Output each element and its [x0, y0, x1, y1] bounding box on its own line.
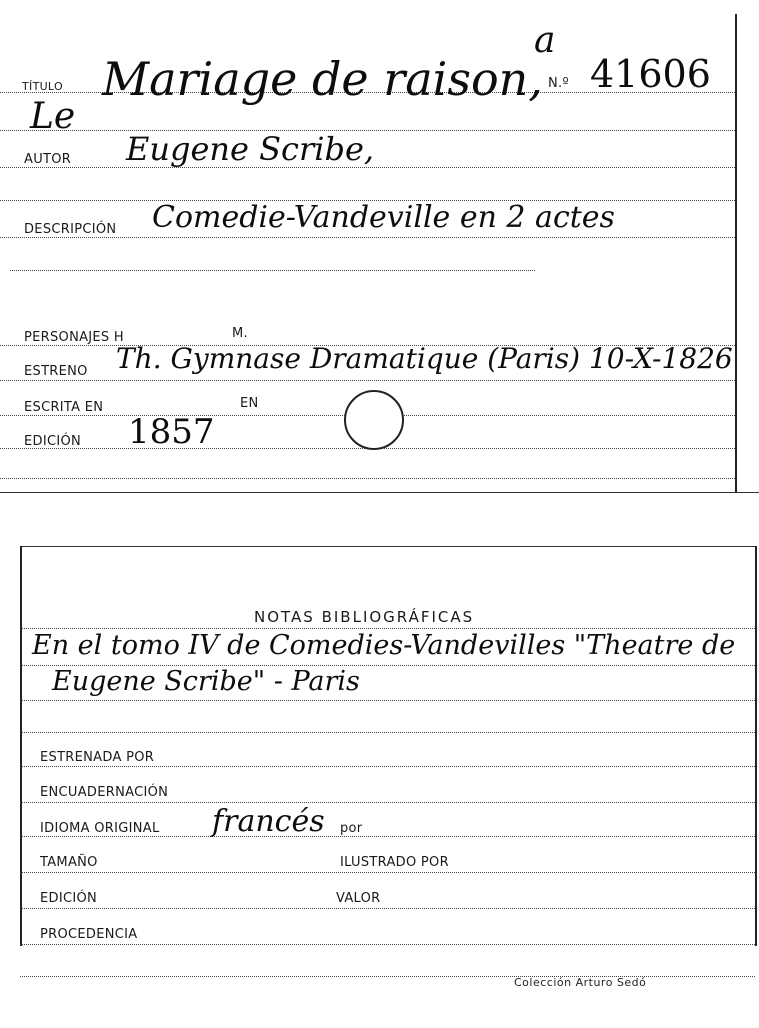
titulo-label: TÍTULO [22, 80, 63, 93]
rule-line [20, 908, 755, 909]
notas-heading: NOTAS BIBLIOGRÁFICAS [254, 608, 475, 626]
descripcion-label: DESCRIPCIÓN [24, 222, 117, 237]
rule-line [20, 700, 755, 701]
estrenada-label: ESTRENADA POR [40, 750, 155, 765]
autor-value: Eugene Scribe, [126, 130, 375, 168]
titulo-value: Mariage de raison, [102, 52, 543, 106]
card-left-border [20, 546, 22, 946]
idioma-label: IDIOMA ORIGINAL [40, 821, 160, 836]
notes-line-1: En el tomo IV de Comedies-Vandevilles "Theatre de [32, 630, 736, 661]
numero-value: 41606 [590, 52, 711, 96]
punch-hole [344, 390, 404, 450]
card-bottom-edge [0, 492, 759, 493]
rule-line [20, 836, 755, 837]
descripcion-value: Comedie-Vandeville en 2 actes [152, 200, 615, 235]
estreno-label: ESTRENO [24, 364, 88, 379]
rule-line [20, 766, 755, 767]
catalog-card-back [0, 540, 759, 1028]
rule-line [20, 628, 755, 629]
collection-caption: Colección Arturo Sedó [514, 976, 647, 989]
ilustrado-label: ILUSTRADO POR [340, 855, 449, 870]
escrita-en2-label: EN [240, 396, 259, 411]
edicion-label: EDICIÓN [24, 434, 82, 449]
encuadernacion-label: ENCUADERNACIÓN [40, 785, 169, 800]
numero-label: N.º [548, 76, 569, 91]
tamano-label: TAMAÑO [40, 855, 98, 870]
card-top-edge [20, 546, 757, 547]
article-prefix: Le [30, 96, 76, 137]
autor-label: AUTOR [24, 152, 72, 167]
edicion-value: 1857 [128, 412, 215, 452]
rule-line [20, 802, 755, 803]
rule-line [0, 237, 735, 238]
edicion-back-label: EDICIÓN [40, 891, 98, 906]
catalog-card-front [0, 0, 759, 495]
personajes-m-label: M. [232, 326, 248, 341]
escrita-label: ESCRITA EN [24, 400, 104, 415]
notes-line-2: Eugene Scribe" - Paris [52, 666, 360, 697]
idioma-value: francés [212, 804, 325, 839]
card-right-border [735, 14, 737, 492]
card-right-border [755, 546, 757, 946]
estreno-value: Th. Gymnase Dramatique (Paris) 10-X-1826 [116, 342, 733, 375]
valor-label: VALOR [336, 891, 381, 906]
rule-line [0, 478, 735, 479]
personajes-label: PERSONAJES H [24, 330, 124, 345]
rule-line [0, 380, 735, 381]
rule-line [10, 270, 535, 271]
procedencia-label: PROCEDENCIA [40, 927, 138, 942]
rule-line [20, 944, 755, 945]
rule-line [20, 872, 755, 873]
rule-line [20, 732, 755, 733]
article-suffix: a [534, 20, 556, 61]
idioma-por-label: por [340, 821, 363, 836]
